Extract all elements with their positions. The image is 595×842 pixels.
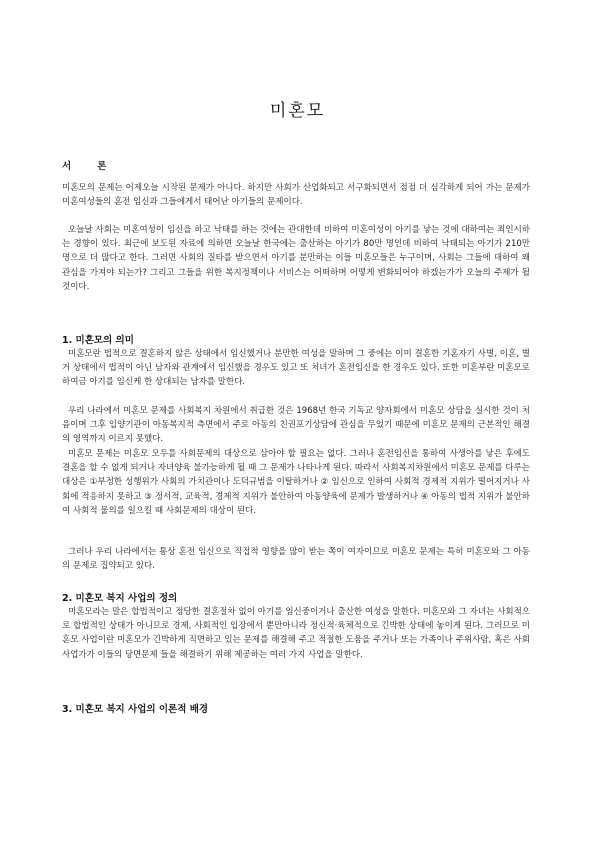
- section-1-heading: 1. 미혼모의 의미: [62, 335, 134, 346]
- document-title: 미혼모: [269, 101, 326, 121]
- section-2-heading: 2. 미혼모 복지 사업의 정의: [62, 593, 178, 604]
- section-3-heading: 3. 미혼모 복지 사업의 이론적 배경: [62, 704, 209, 715]
- section-1-paragraph-3: 미혼모 문제는 미혼모 모두를 사회문제의 대상으로 삼아야 할 필요는 없다. 그러나 혼전임신을 통하여 사생아를 낳은 후에도 결혼을 할 수 없게 되거나 자녀양육 불가능하게 될 때 그 문제가 나타나게 된다. 따라서 사회복지차원에서 미혼모 문제를 다루는 대상은 ①부정한 성행위가 사회의 가치관이나 도덕규범을 이탈하거나 ② 임신으로 인하여 사회적 경제적 지위가 떨어지거나 사회에 적응하지 못하고 ③ 정서적, 교육적, 경제적 지위가 불안하여 아동양육에 문제가 발생하거나 ④ 아동의 법적 지위가 불안하여 사회적 물의를 일으킬 때 사회문제의 대상이 된다.: [62, 449, 530, 516]
- section-2-paragraph-1: 미혼모라는 말은 합법적이고 정당한 결혼절차 없이 아기를 임신중이거나 출산한 여성을 말한다. 미혼모와 그 자녀는 사회적으로 합법적인 상태가 아니므로 경제, 사회적인 입장에서 뿐만아니라 정신적·육체적으로 긴박한 상태에 놓이게 된다. 그러므로 미혼모 사업이란 미혼모가 긴박하게 직면하고 있는 문제를 해결해 주고 적절한 도움을 주거나 또는 가족이나 주위사람, 혹은 사회사업가가 이들의 당면문제 들을 해결하기 위해 제공하는 여러 가지 사업을 말한다.: [62, 607, 530, 660]
- intro-heading-second-char: 론: [97, 161, 107, 172]
- section-1-paragraph-1: 미혼모란 법적으로 결혼하지 않은 상태에서 임신했거나 분만한 여성을 말하며 그 중에는 이미 결혼한 기혼자기 사별, 이혼, 별거 상태에서 법적이 아닌 남자와 관계에서 임신했을 경우도 있고 또 처녀가 혼전임신을 한 경우도 있다. 또한 미혼부란 미혼모로 하여금 아기를 임신케 한 상대되는 남자를 말한다.: [62, 349, 530, 388]
- intro-paragraph-2: 오늘날 사회는 미혼여성이 임신을 하고 낙태를 하는 것에는 관대한데 비하여 미혼여성이 아기를 낳는 것에 대하여는 죄인시하는 경향이 있다. 최근에 보도된 자료에 의하면 오늘날 한국에는 출산하는 아기가 80만 명인데 비하여 낙태되는 아기가 210만 명으로 더 많다고 한다. 그러면 사회의 질타를 받으면서 아기를 분만하는 이들 미혼모들은 누구이며, 사회는 그들에 대하여 왜 관심을 가져야 되는가? 그리고 그들을 위한 복지정책이나 서비스는 어떠하며 어떻게 변화되어야 하겠는가가 오늘의 주제가 될 것이다.: [62, 225, 530, 292]
- section-1-paragraph-4: 그러나 우리 나라에서는 통상 혼전 임신으로 직접적 영향을 많이 받는 쪽이 여자이므로 미혼모 문제는 특히 미혼모와 그 아동의 문제로 집약되고 있다.: [62, 547, 530, 572]
- intro-paragraph-1: 미혼모의 문제는 어제오늘 시작된 문제가 아니다. 하지만 사회가 산업화되고 서구화되면서 점점 더 심각하게 되어 가는 문제가 미혼여성들의 혼전 임신과 그들에게서 태어난 아기들의 문제이다.: [62, 183, 530, 208]
- intro-heading-first-char: 서: [62, 161, 72, 172]
- intro-heading: [62, 158, 106, 172]
- section-1-paragraph-2: 우리 나라에서 미혼모 문제를 사회복지 차원에서 취급한 것은 1968년 한국 기독교 양자회에서 미혼모 상담을 실시한 것이 처음이며 그후 입양기관이 아동복지적 측면에서 주로 아동의 친권포기상담에 관심을 두었기 때문에 미혼모 문제의 근본적인 해결의 영역까지 이르지 못했다.: [62, 406, 530, 445]
